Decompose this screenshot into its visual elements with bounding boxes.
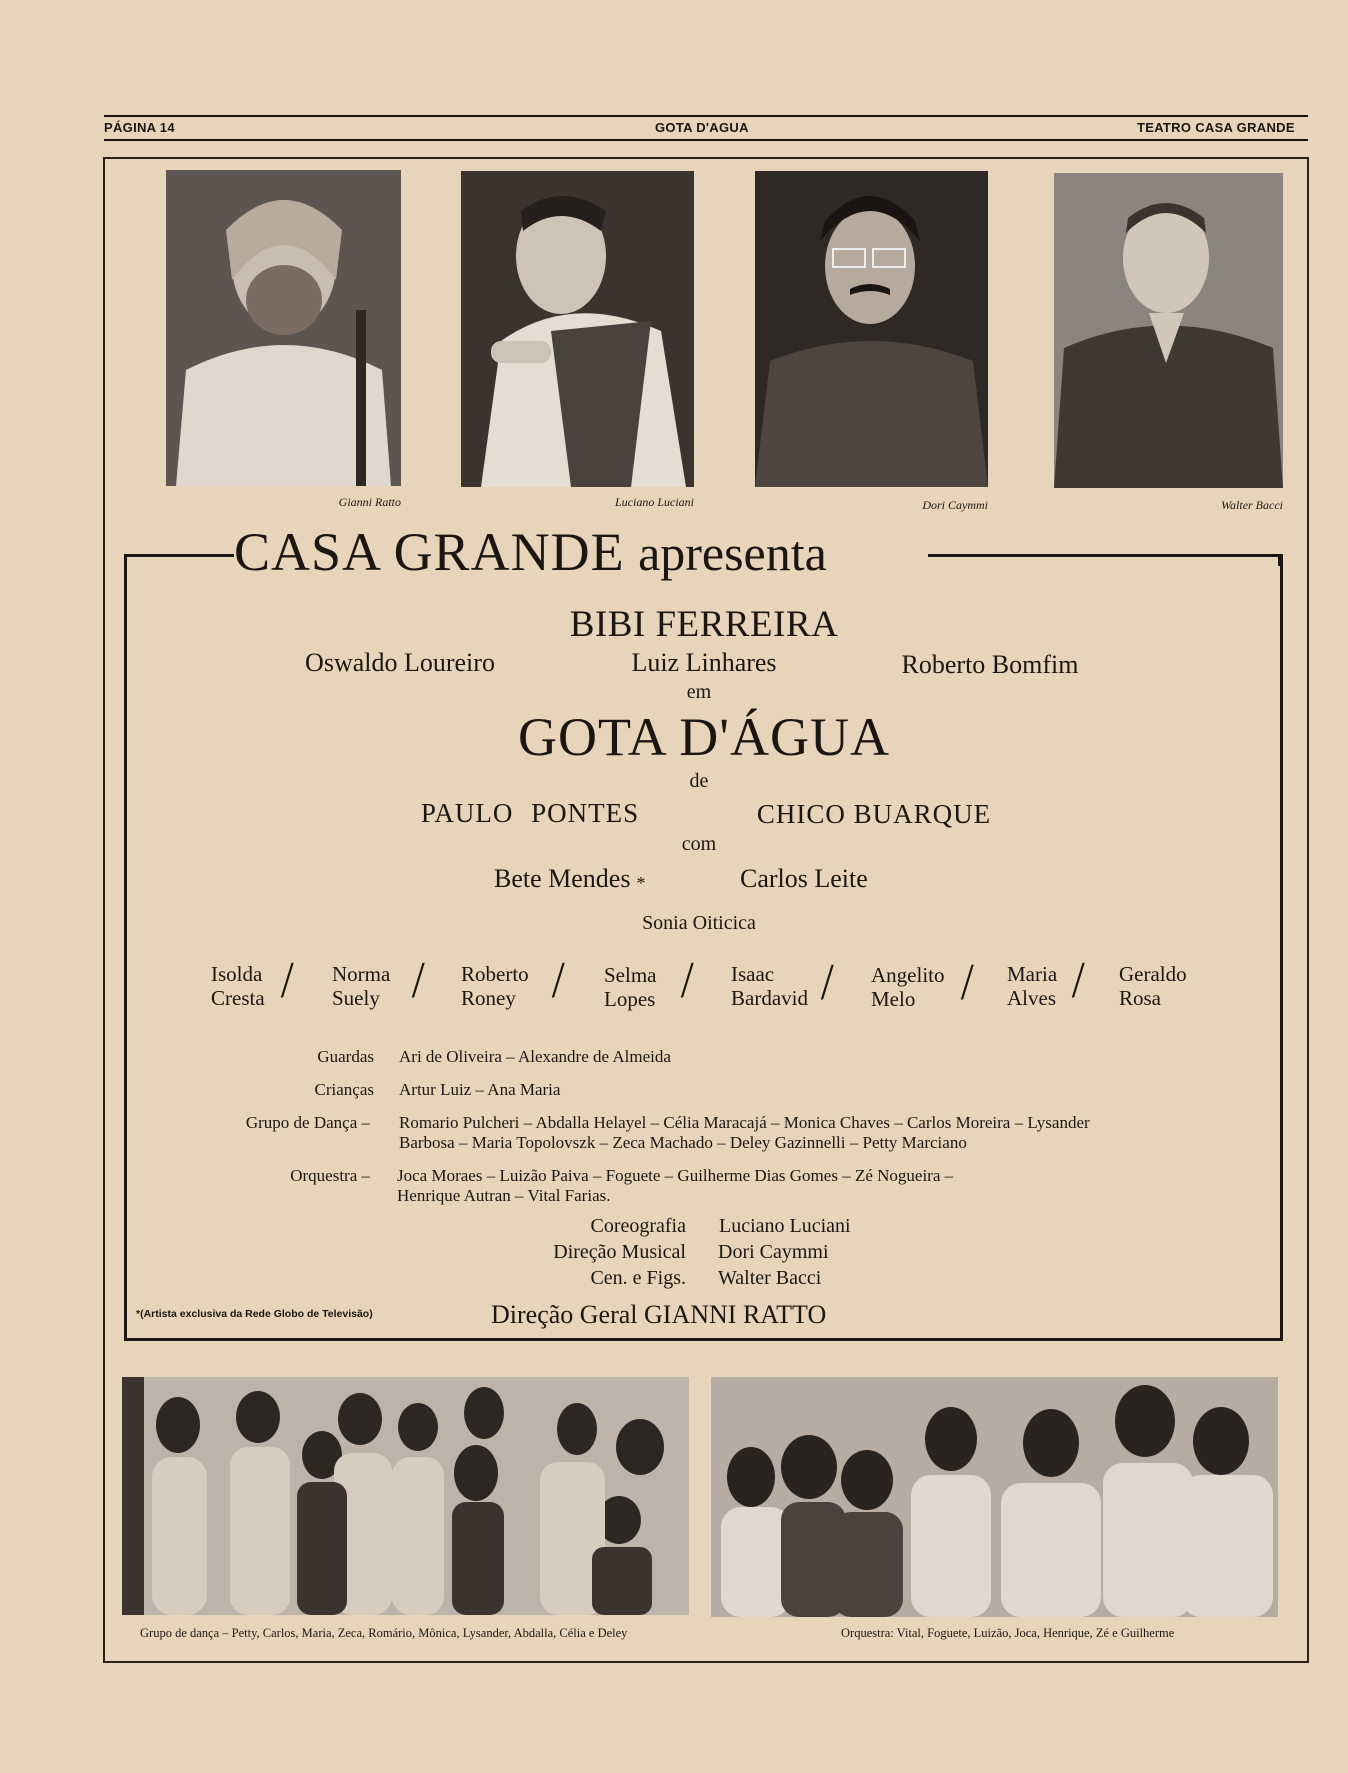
co-star-2: Luiz Linhares bbox=[631, 648, 777, 677]
ensemble-first-name: Maria bbox=[1007, 962, 1058, 986]
portrait-caption-4: Walter Bacci bbox=[1221, 498, 1283, 512]
portrait-photo-3 bbox=[755, 171, 988, 487]
headline-main: CASA GRANDE bbox=[234, 522, 625, 582]
portrait-caption-1: Gianni Ratto bbox=[338, 495, 401, 509]
ensemble-last-name: Bardavid bbox=[731, 986, 808, 1010]
tech-label-coreografia: Coreografia bbox=[590, 1215, 686, 1237]
role-label-orquestra: Orquestra – bbox=[290, 1166, 370, 1185]
ensemble-member-6 bbox=[871, 963, 945, 1011]
ensemble-last-name: Roney bbox=[461, 986, 516, 1010]
ensemble-member-7 bbox=[1007, 962, 1057, 1010]
ensemble-first-name: Isaac bbox=[731, 962, 775, 986]
ensemble-first-name: Angelito bbox=[871, 963, 945, 987]
ensemble-first-name: Norma bbox=[332, 962, 391, 986]
ensemble-last-name: Rosa bbox=[1119, 986, 1161, 1010]
ensemble-first-name: Selma bbox=[604, 963, 657, 987]
tech-value-coreografia: Luciano Luciani bbox=[719, 1215, 851, 1237]
page-number: PÁGINA 14 bbox=[104, 120, 175, 135]
featured-single: Sonia Oiticica bbox=[642, 912, 756, 934]
ensemble-member-1 bbox=[211, 962, 265, 1010]
role-label-grupo-danca: Grupo de Dança – bbox=[245, 1113, 370, 1132]
divider-slash: / bbox=[551, 952, 565, 1009]
ensemble-last-name: Alves bbox=[1007, 986, 1056, 1010]
header-section: TEATRO CASA GRANDE bbox=[1137, 120, 1295, 135]
role-value-grupo-danca-1: Romario Pulcheri – Abdalla Helayel – Célia Maracajá – Monica Chaves – Carlos Moreira – Lysander bbox=[399, 1113, 1090, 1132]
role-value-orquestra-2: Henrique Autran – Vital Farias. bbox=[397, 1186, 611, 1205]
portrait-photo-4 bbox=[1054, 173, 1283, 488]
dance-group-photo bbox=[122, 1377, 689, 1615]
featured-1-mark: * bbox=[636, 873, 646, 893]
headline-suffix: apresenta bbox=[638, 525, 827, 581]
featured-1-block bbox=[494, 864, 645, 894]
headline bbox=[234, 518, 928, 587]
role-value-orquestra-1: Joca Moraes – Luizão Paiva – Foguete – Guilherme Dias Gomes – Zé Nogueira – bbox=[397, 1166, 954, 1185]
featured-2: Carlos Leite bbox=[740, 864, 868, 893]
portrait-caption-3: Dori Caymmi bbox=[922, 498, 988, 512]
header-title: GOTA D'AGUA bbox=[655, 120, 749, 135]
co-star-1: Oswaldo Loureiro bbox=[305, 648, 495, 677]
ensemble-member-2 bbox=[332, 962, 390, 1010]
tech-label-cenarios: Cen. e Figs. bbox=[590, 1267, 686, 1289]
divider-slash: / bbox=[960, 954, 974, 1011]
ensemble-last-name: Suely bbox=[332, 986, 380, 1010]
role-value-guardas: Ari de Oliveira – Alexandre de Almeida bbox=[399, 1047, 671, 1066]
divider-slash: / bbox=[680, 952, 694, 1009]
divider-slash: / bbox=[1071, 952, 1085, 1009]
orchestra-photo bbox=[711, 1377, 1278, 1617]
header-rule-top bbox=[104, 115, 1308, 117]
tech-label-direcao-musical: Direção Musical bbox=[553, 1241, 686, 1263]
divider-slash: / bbox=[411, 952, 425, 1009]
author-2: CHICO BUARQUE bbox=[756, 799, 992, 829]
footnote: *(Artista exclusiva da Rede Globo de Televisão) bbox=[136, 1308, 373, 1320]
ensemble-member-3 bbox=[461, 962, 529, 1010]
role-value-grupo-danca-2: Barbosa – Maria Topolovszk – Zeca Machado – Deley Gazinnelli – Petty Marciano bbox=[399, 1133, 967, 1152]
play-title: GOTA D'ÁGUA bbox=[518, 707, 890, 767]
role-label-guardas: Guardas bbox=[317, 1047, 374, 1066]
em-label: em bbox=[686, 681, 712, 703]
orchestra-caption: Orquestra: Vital, Foguete, Luizão, Joca, Henrique, Zé e Guilherme bbox=[841, 1626, 1175, 1640]
tech-value-direcao-musical: Dori Caymmi bbox=[718, 1241, 829, 1263]
role-label-criancas: Crianças bbox=[314, 1080, 374, 1099]
divider-slash: / bbox=[820, 954, 834, 1011]
ensemble-first-name: Roberto bbox=[461, 962, 529, 986]
divider-slash: / bbox=[280, 952, 294, 1009]
general-direction: Direção Geral GIANNI RATTO bbox=[491, 1300, 827, 1329]
dance-group-caption: Grupo de dança – Petty, Carlos, Maria, Zeca, Romário, Mônica, Lysander, Abdalla, Célia e Deley bbox=[140, 1626, 628, 1640]
ensemble-first-name: Geraldo bbox=[1119, 962, 1187, 986]
co-star-3: Roberto Bomfim bbox=[901, 650, 1079, 679]
ensemble-first-name: Isolda bbox=[211, 962, 263, 986]
portrait-photo-2 bbox=[461, 171, 694, 487]
ensemble-member-5 bbox=[731, 962, 808, 1010]
ensemble-member-8 bbox=[1119, 962, 1187, 1010]
de-label: de bbox=[689, 770, 709, 792]
tech-value-cenarios: Walter Bacci bbox=[718, 1267, 822, 1289]
featured-1: Bete Mendes bbox=[494, 864, 631, 893]
portrait-photo-1 bbox=[166, 170, 401, 486]
star-name: BIBI FERREIRA bbox=[569, 604, 839, 645]
header-rule-bottom bbox=[104, 139, 1308, 141]
ensemble-last-name: Cresta bbox=[211, 986, 265, 1010]
ensemble-last-name: Lopes bbox=[604, 987, 656, 1011]
role-value-criancas: Artur Luiz – Ana Maria bbox=[399, 1080, 561, 1099]
ensemble-last-name: Melo bbox=[871, 987, 916, 1011]
author-1: PAULO PONTES bbox=[420, 798, 640, 828]
portrait-caption-2: Luciano Luciani bbox=[614, 495, 694, 509]
com-label: com bbox=[681, 833, 717, 855]
ensemble-member-4 bbox=[604, 963, 657, 1011]
